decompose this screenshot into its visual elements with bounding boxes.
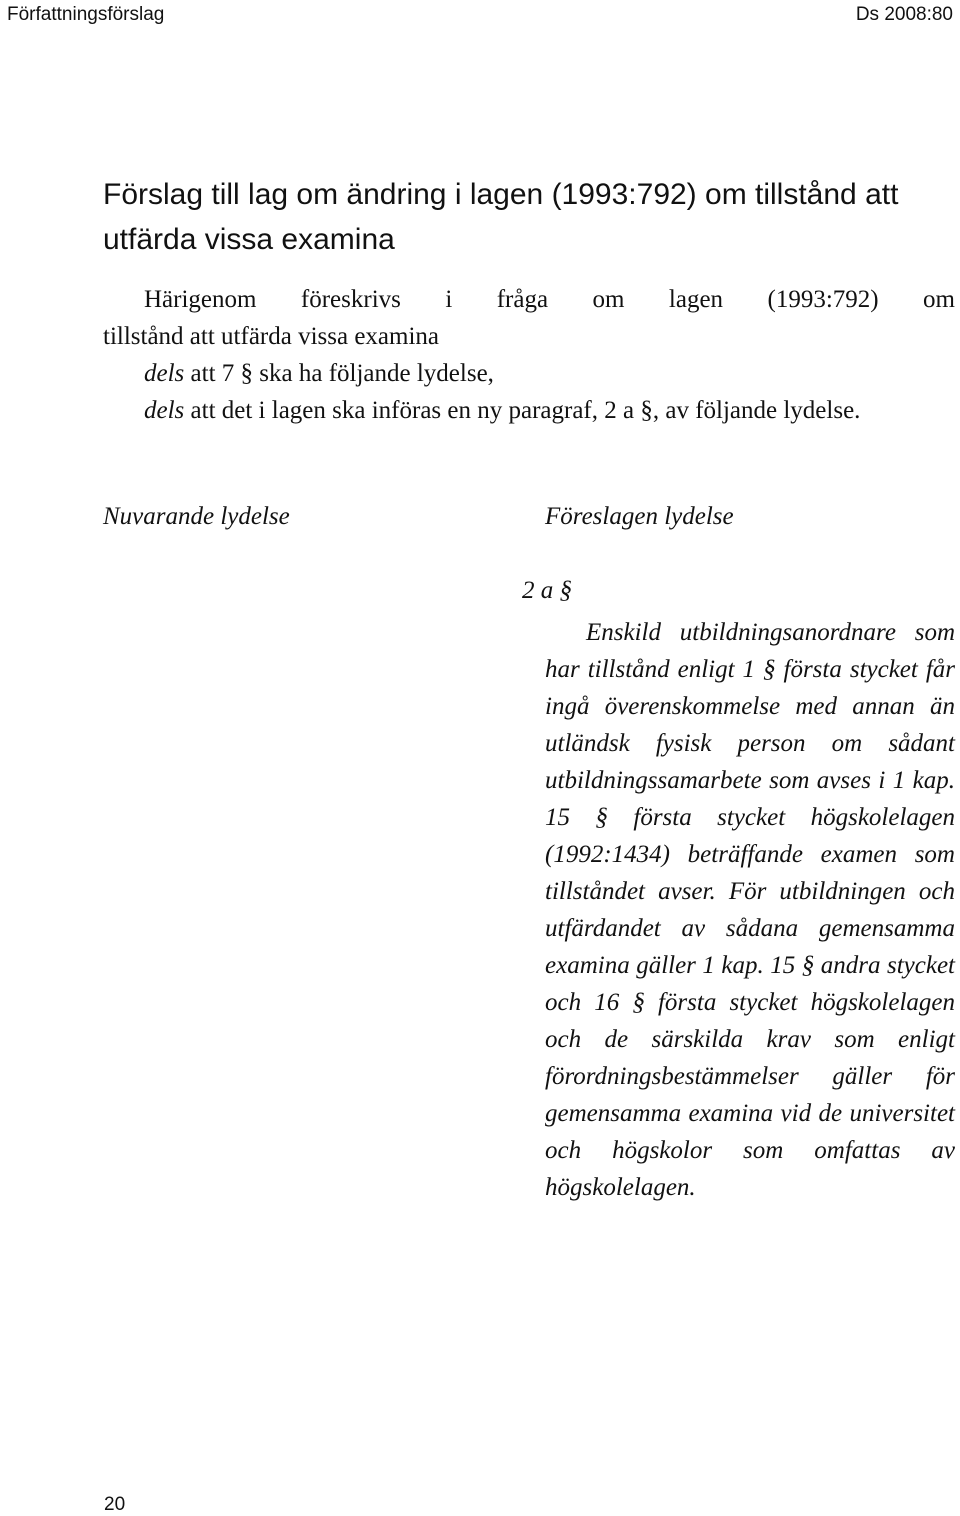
dels-word: dels — [144, 360, 185, 387]
page-title: Förslag till lag om ändring i lagen (1993:792) om tillstånd att utfärda vissa examina — [103, 178, 899, 256]
dels-clause-text: att det i lagen ska införas en ny paragraf, 2 a §, av följande lydelse. — [184, 397, 861, 424]
page-number: 20 — [104, 1494, 126, 1515]
intro-line-continued: tillstånd att utfärda vissa examina — [103, 323, 440, 350]
current-wording-heading: Nuvarande lydelse — [103, 503, 290, 530]
intro-paragraph — [103, 281, 955, 355]
section-number: 2 a § — [522, 577, 572, 604]
running-header-right: Ds 2008:80 — [855, 4, 953, 25]
dels-clause-text: att 7 § ska ha följande lydelse, — [184, 360, 494, 387]
intro-line: Härigenom föreskrivs i fråga om lagen (1993:792) om — [144, 286, 955, 313]
dels-clause-2 — [103, 392, 955, 429]
proposed-wording-heading: Föreslagen lydelse — [545, 503, 734, 530]
section-text: Enskild utbildningsanordnare som har tillstånd enligt 1 § första stycket får ingå överenskommelse med annan än utländsk fysisk person om sådant utbildningssamarbete som avses i 1 kap. 15 § första stycket högskolelagen (1992:1434) beträffande examen som tillståndet avser. För utbildningen och utfärdandet av sådana gemensamma examina gäller 1 kap. 15 § andra stycket och 16 § första stycket högskolelagen och de särskilda krav som enligt förordningsbestämmelser gäller för gemensamma examina vid de universitet och högskolor som omfattas av högskolelagen. — [545, 619, 955, 1201]
dels-clause-1 — [103, 355, 955, 392]
dels-word: dels — [144, 397, 185, 424]
running-header-left: Författningsförslag — [7, 4, 165, 25]
